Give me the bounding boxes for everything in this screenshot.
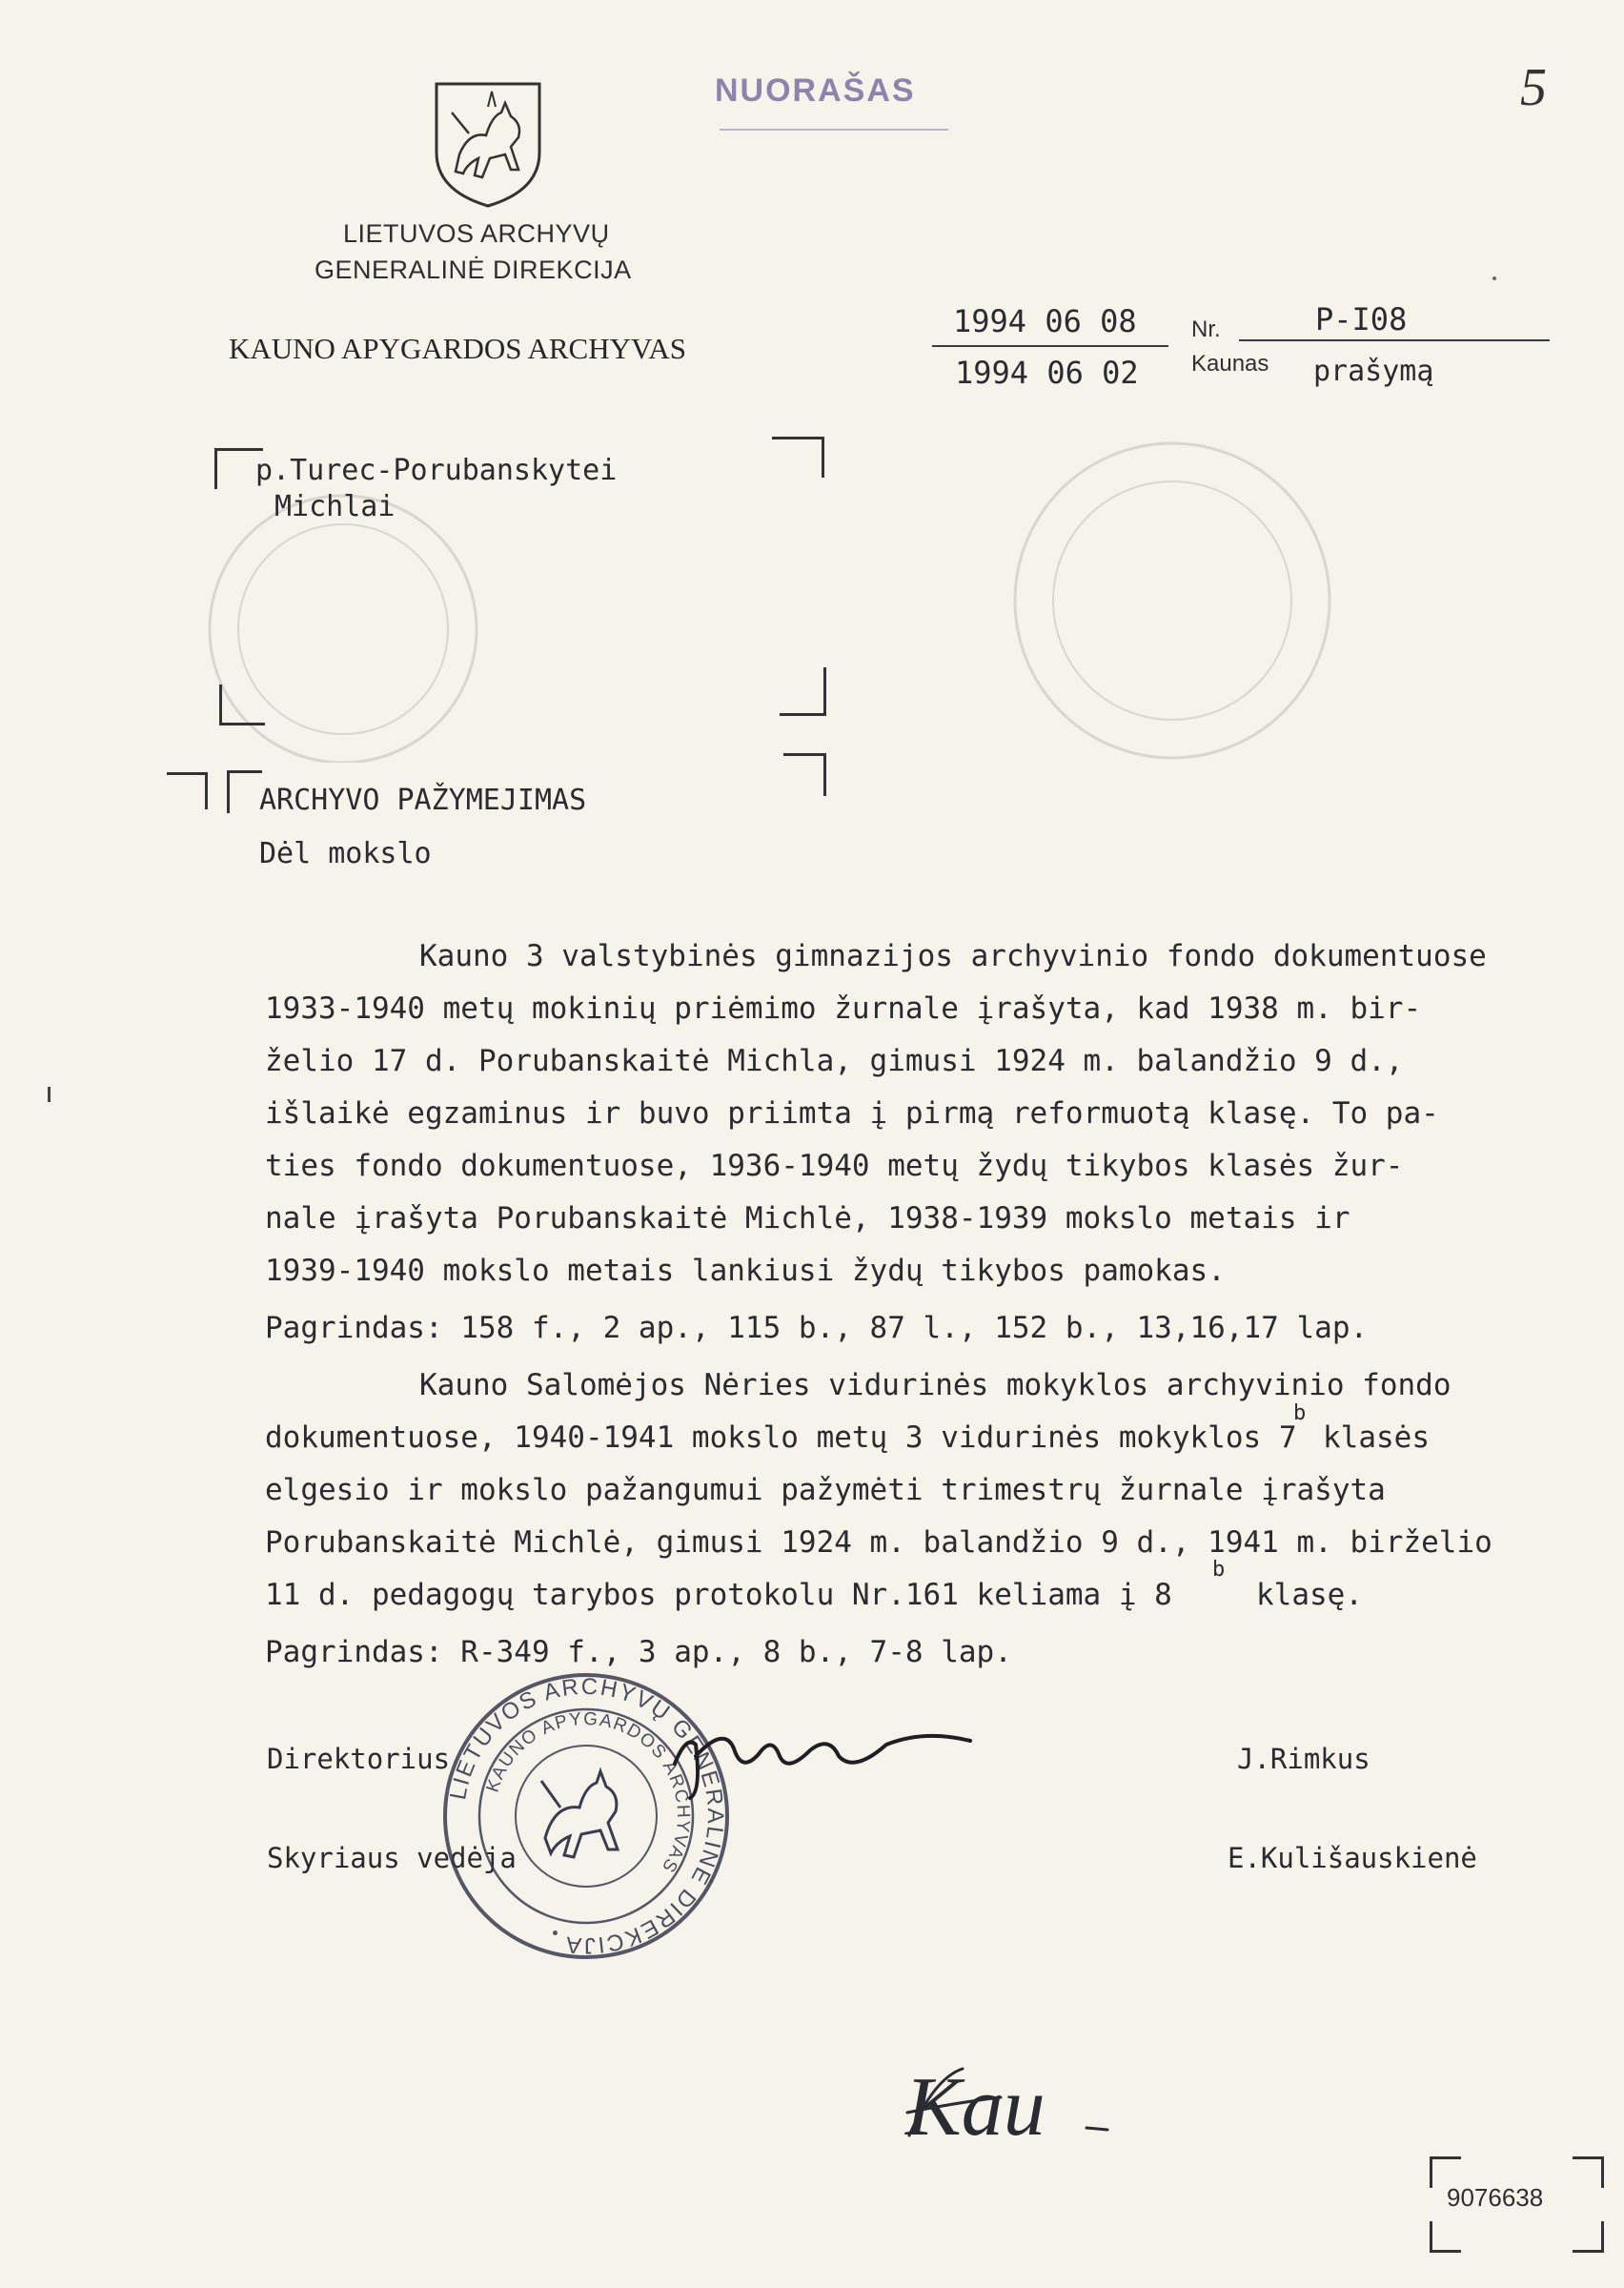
header-line2: GENERALINĖ DIREKCIJA (315, 255, 632, 284)
speck (1492, 276, 1496, 280)
copy-stamp-underline (720, 129, 948, 131)
basis-2: Pagrindas: R-349 f., 3 ap., 8 b., 7-8 lap. (265, 1635, 1012, 1669)
body-p2-line2-tail: klasės (1323, 1420, 1430, 1455)
body-p2-line4: Porubanskaitė Michlė, gimusi 1924 m. balandžio 9 d., 1941 m. birželio (265, 1525, 1492, 1560)
body-p2-line2: dokumentuose, 1940-1941 mokslo metų 3 vidurinės mokyklos 7 (265, 1420, 1297, 1455)
speck (553, 1930, 558, 1935)
body-p1-line7: 1939-1940 mokslo metais lankiusi žydų tikybos pamokas. (265, 1254, 1226, 1288)
file-number-bracket-bl (1430, 2221, 1461, 2253)
bleed-through-seal-right (1001, 429, 1344, 772)
seal-outer-text: LIETUVOS ARCHYVŲ GENERALINĖ DIREKCIJA (445, 1673, 729, 1959)
document-date: 1994 06 08 (953, 303, 1137, 339)
body-p2-line5-tail: klasę. (1256, 1578, 1363, 1612)
address-bracket-bl (219, 684, 265, 725)
reference-date: 1994 06 02 (955, 355, 1139, 391)
date-underline (932, 345, 1168, 347)
body-p1-line6: nale įrašyta Porubanskaitė Michlė, 1938-1939 mokslo metais ir (265, 1201, 1350, 1236)
subject-bracket-left (227, 770, 262, 813)
body-p1-line2: 1933-1940 metų mokinių priėmimo žurnale įrašyta, kad 1938 m. bir- (265, 991, 1422, 1026)
address-bracket-tr (772, 437, 824, 478)
svg-text:KAUNO APYGARDOS ARCHYVAS (483, 1709, 694, 1877)
nr-label: Nr. (1191, 317, 1221, 342)
recipient-line1: p.Turec-Porubanskytei (255, 454, 618, 487)
signatory-role-1: Direktorius (267, 1743, 451, 1775)
file-number: 9076638 (1447, 2183, 1544, 2212)
page-number: 5 (1520, 58, 1547, 117)
body-p2-line5-superscript: b (1212, 1558, 1226, 1582)
subject-bracket-right (783, 753, 826, 796)
header-line1: LIETUVOS ARCHYVŲ (343, 219, 610, 248)
body-p1-line4: išlaikė egzaminus ir buvo priimta į pirmą reformuotą klasę. To pa- (265, 1096, 1439, 1131)
handwritten-note: Kau (905, 2061, 1045, 2154)
seal-inner-text: KAUNO APYGARDOS ARCHYVAS (482, 1708, 694, 1877)
reference-word: prašymą (1313, 355, 1434, 388)
body-p1-line3: želio 17 d. Porubanskaitė Michla, gimusi 1924 m. balandžio 9 d., (265, 1044, 1404, 1078)
file-number-bracket-br (1573, 2221, 1604, 2253)
archive-name: KAUNO APYGARDOS ARCHYVAS (229, 332, 687, 365)
body-p2-line2-superscript: b (1293, 1401, 1307, 1425)
subject-bracket-left-outer (167, 772, 208, 809)
address-bracket-br (780, 667, 826, 716)
certificate-regarding: Dėl mokslo (259, 837, 432, 870)
signatory-name-1: J.Rimkus (1237, 1743, 1370, 1775)
body-p2-line3: elgesio ir mokslo pažangumui pažymėti trimestrų žurnale įrašyta (265, 1473, 1386, 1507)
signatory-name-2: E.Kulišauskienė (1228, 1842, 1477, 1874)
nr-underline (1239, 339, 1550, 341)
recipient-line2: Michlai (274, 490, 396, 523)
basis-1: Pagrindas: 158 f., 2 ap., 115 b., 87 l., 152 b., 13,16,17 lap. (265, 1311, 1369, 1345)
handwritten-flourish (896, 2059, 1144, 2164)
file-number-bracket-tr (1573, 2156, 1604, 2188)
body-p1-line5: ties fondo dokumentuose, 1936-1940 metų žydų tikybos klasės žur- (265, 1149, 1404, 1183)
body-p1-line1: Kauno 3 valstybinės gimnazijos archyvinio fondo dokumentuose (419, 939, 1487, 973)
city-label: Kaunas (1191, 351, 1269, 377)
margin-mark (48, 1087, 51, 1102)
director-signature (667, 1706, 982, 1811)
coat-of-arms-icon (431, 78, 545, 212)
certificate-title: ARCHYVO PAŽYMEJIMAS (259, 784, 587, 817)
signatory-role-2: Skyriaus vedėja (267, 1842, 517, 1874)
copy-stamp: NUORAŠAS (715, 72, 916, 109)
body-p2-line1: Kauno Salomėjos Nėries vidurinės mokyklos archyvinio fondo (419, 1368, 1451, 1402)
body-p2-line5: 11 d. pedagogų tarybos protokolu Nr.161 keliama į 8 (265, 1578, 1172, 1612)
document-number: P-I08 (1315, 301, 1408, 337)
